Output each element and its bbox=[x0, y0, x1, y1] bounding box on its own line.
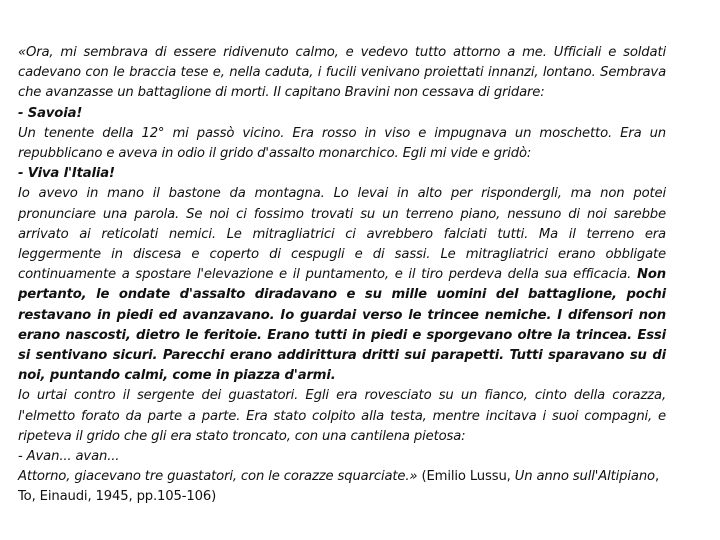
paragraph-sergeant: Io urtai contro il sergente dei guastatori. Egli era rovesciato su un fianco, cinto della corazza, l'elmetto forato da parte a parte. Era stato colpito alla testa, mentre incitava i suoi compagni, e ripeteva il grido che gli era stato troncato, con una cantilena pietosa: bbox=[18, 388, 666, 444]
paragraph-opening: «Ora, mi sembrava di essere ridivenuto calmo, e vedevo tutto attorno a me. Ufficiali e soldati cadevano con le braccia tese e, nella caduta, i fucili venivano proiettati innanzi, lontano. Sembrava che avanzasse un battaglione di morti. Il capitano Bravini non cessava di gridare: bbox=[18, 45, 666, 101]
paragraph-savoia: - Savoia! bbox=[18, 105, 83, 121]
paragraph-assault bbox=[18, 184, 666, 386]
assault-text: Io avevo in mano il bastone da montagna. Lo levai in alto per rispondergli, ma non potei pronunciare una parola. Se noi ci fossimo trovati su un terreno piano, nessuno di noi sarebbe arrivato ai reticolati nemici. Le mitragliatrici ci avrebbero falciati tutti. Ma il terreno era leggermente in discesa e coperto di cespugli e di sassi. Le mitragliatrici erano obbligate continuamente a spostare l'elevazione e il puntamento, e il tiro perdeva della sua efficacia. bbox=[18, 186, 666, 283]
paragraph-lieutenant: Un tenente della 12° mi passò vicino. Era rosso in viso e impugnava un moschetto. Era un repubblicano e aveva in odio il grido d'assalto monarchico. Egli mi vide e gridò: bbox=[18, 125, 666, 162]
assault-text-bold: Non pertanto, le ondate d'assalto diradavano e su mille uomini del battaglione, pochi restavano in piedi ed avanzavano. Io guardai verso le trincee nemiche. I difensori non erano nascosti, dietro le feritoie. Erano tutti in piedi e sporgevano oltre la trincea. Essi si sentivano sicuri. Parecchi erano addirittura dritti sui parapetti. Tutti sparavano su di noi, puntando calmi, come in piazza d'armi. bbox=[18, 267, 666, 384]
closing-text: Attorno, giacevano tre guastatori, con le corazze squarciate.» bbox=[18, 469, 418, 485]
paragraph-viva-italia: - Viva l'Italia! bbox=[18, 166, 115, 182]
citation-open: (Emilio Lussu, bbox=[417, 469, 515, 485]
citation-close: , To, Einaudi, 1945, pp.105-106) bbox=[18, 469, 660, 505]
paragraph-closing bbox=[18, 467, 666, 507]
citation-book-title: Un anno sull'Altipiano bbox=[514, 469, 655, 485]
quoted-passage bbox=[18, 43, 666, 508]
paragraph-avan: - Avan... avan... bbox=[18, 449, 120, 465]
